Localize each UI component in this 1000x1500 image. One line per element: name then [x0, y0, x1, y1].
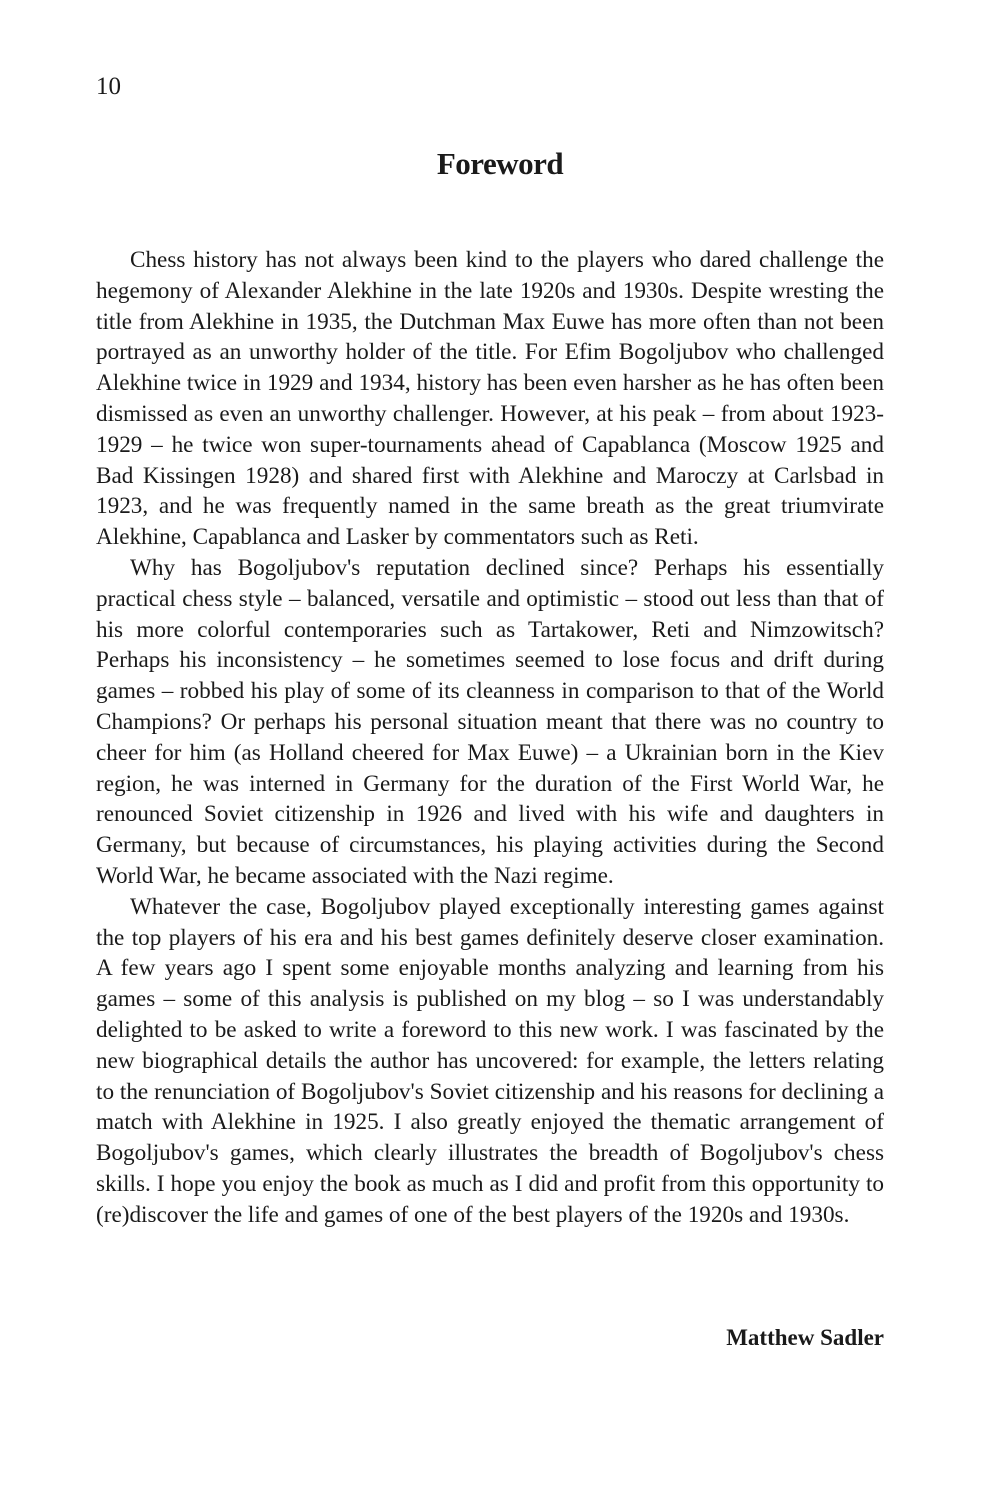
paragraph-2: Why has Bogoljubov's reputation declined since? Perhaps his essentially practical chess style – balanced, versatile and optimistic – stood out less than that of his more colorful contemporaries such as Tartakower, Reti and Nimzowitsch? Perhaps his inconsistency – he sometimes seemed to lose focus and drift during games – robbed his play of some of its cleanness in comparison to that of the World Champions? Or perhaps his personal situation meant that there was no country to cheer for him (as Holland cheered for Max Euwe) – a Ukrainian born in the Kiev region, he was interned in Germany for the duration of the First World War, he renounced Soviet citizenship in 1926 and lived with his wife and daughters in Germany, but because of circumstances, his playing activities during the Second World War, he became associated with the Nazi regime.	[96, 554, 884, 889]
paragraph-3: Whatever the case, Bogoljubov played exceptionally interesting games against the top players of his era and his best games definitely deserve closer examination. A few years ago I spent some enjoyable months analyzing and learning from his games – some of this analysis is published on my blog – so I was understandably delighted to be asked to write a foreword to this new work. I was fascinated by the new biographical details the author has uncovered: for example, the letters relating to the renunciation of Bogoljubov's Soviet citizenship and his reasons for declining a match with Alekhine in 1925. I also greatly enjoyed the thematic arrangement of Bogoljubov's games, which clearly illustrates the breadth of Bogoljubov's chess skills. I hope you enjoy the book as much as I did and profit from this opportunity to (re)discover the life and games of one of the best players of the 1920s and 1930s.	[96, 893, 884, 1228]
foreword-body	[96, 245, 884, 1231]
page-title: Foreword	[436, 146, 564, 181]
page-number: 10	[96, 73, 121, 100]
paragraph-1: Chess history has not always been kind to the players who dared challenge the hegemony of Alexander Alekhine in the late 1920s and 1930s. Despite wresting the title from Alekhine in 1935, the Dutchman Max Euwe has more often than not been portrayed as an unworthy holder of the title. For Efim Bogoljubov who challenged Alekhine twice in 1929 and 1934, history has been even harsher as he has often been dismissed as even an unworthy challenger. However, at his peak – from about 1923-1929 – he twice won super-tournaments ahead of Capablanca (Moscow 1925 and Bad Kissingen 1928) and shared first with Alekhine and Maroczy at Carlsbad in 1923, and he was frequently named in the same breath as the great triumvirate Alekhine, Capablanca and Lasker by commentators such as Reti.	[96, 247, 884, 551]
author-signature: Matthew Sadler	[726, 1325, 884, 1350]
